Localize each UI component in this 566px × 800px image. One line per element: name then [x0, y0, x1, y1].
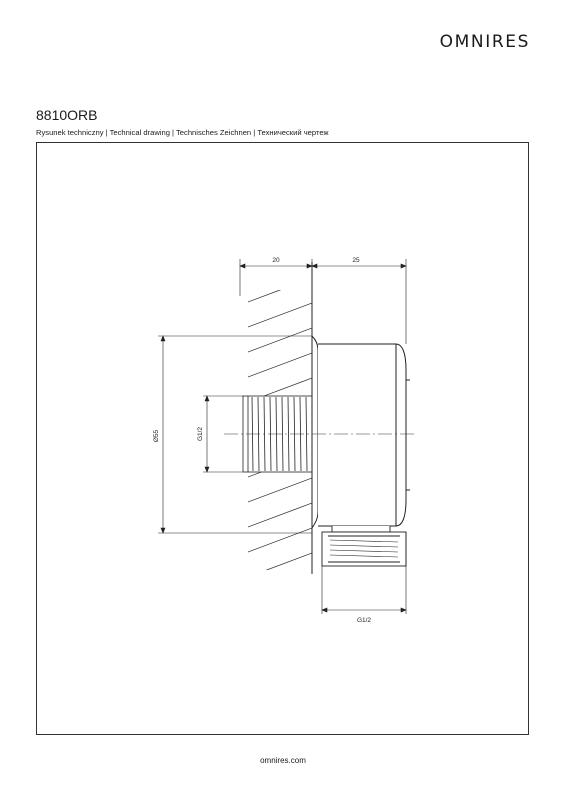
brand-logo: OMNIRES [439, 32, 530, 52]
footer-website: omnires.com [260, 756, 306, 765]
outlet-connector [322, 526, 406, 566]
dim-wall-depth-label: 20 [272, 257, 280, 264]
drawing-subtitle: Rysunek techniczny | Technical drawing | Technisches Zeichnen | Технический чертеж [36, 128, 329, 137]
dim-projection [312, 259, 406, 344]
dim-inlet-thread-label: G1/2 [197, 426, 204, 442]
dim-wall-depth [240, 259, 312, 296]
dim-projection-label: 25 [352, 257, 360, 264]
dim-diameter-label: Ø55 [153, 429, 160, 443]
outlet-body [312, 336, 410, 528]
dim-outlet-thread-label: G1/2 [356, 617, 372, 624]
product-code: 8810ORB [36, 107, 98, 123]
dim-outlet-thread [322, 566, 406, 614]
